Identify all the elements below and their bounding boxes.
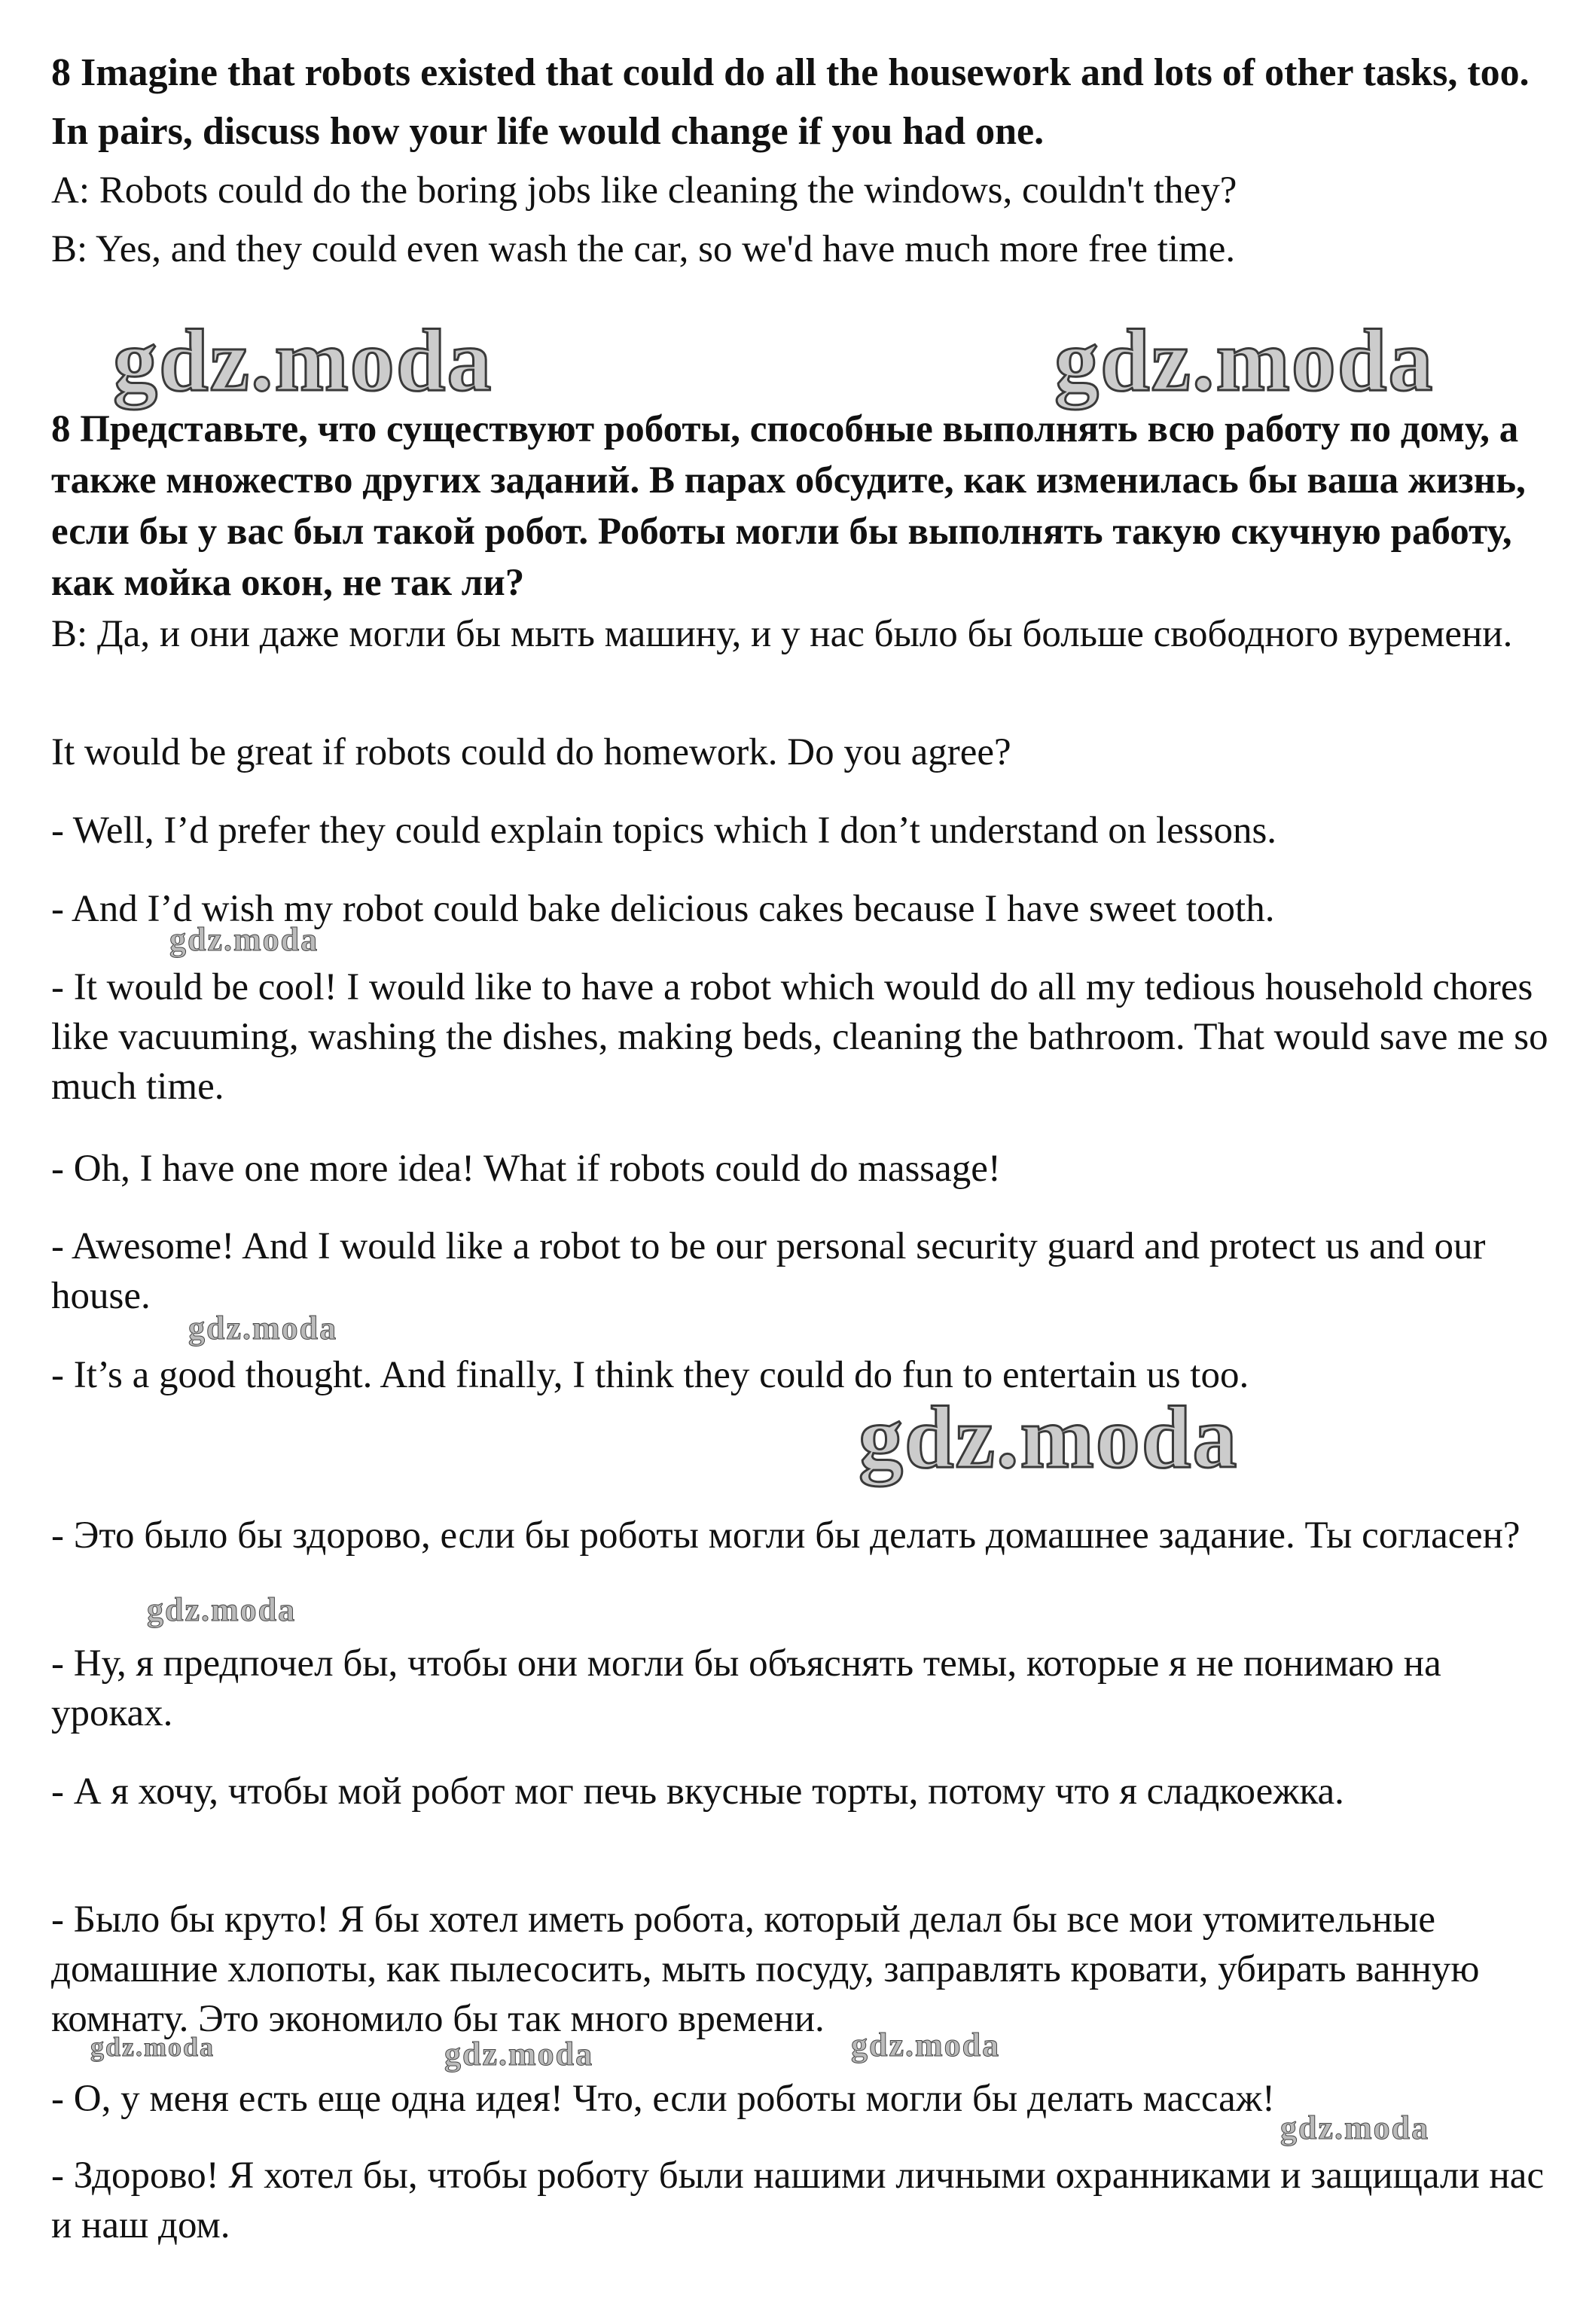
- watermark: gdz.moda: [113, 311, 493, 410]
- dialogue-ru-line-1: - Это было бы здорово, если бы роботы могли бы делать домашнее задание. Ты согласен?: [51, 1514, 1520, 1557]
- dialogue-en-line-7: - It’s a good thought. And finally, I think they could do fun to entertain us too.: [51, 1354, 1249, 1396]
- watermark: gdz.moda: [188, 1310, 338, 1347]
- task-en-block: [51, 44, 1553, 279]
- dialogue-ru-line-4: - Было бы круто! Я бы хотел иметь робота, который делал бы все мои утомительные домашние хлопоты, как пылесосить, мыть посуду, заправлять кровати, убирать ванную комнату. Это экономило бы так много времени.: [51, 1899, 1480, 2040]
- task-en-example-a: A: Robots could do the boring jobs like cleaning the windows, couldn't they?: [51, 169, 1237, 212]
- task-ru-block: [51, 404, 1553, 660]
- task-ru-example-b: B: Да, и они даже могли бы мыть машину, и у нас было бы больше свободного вуремени.: [51, 613, 1513, 655]
- watermark: gdz.moda: [90, 2032, 215, 2062]
- dialogue-ru-line-6: - Здорово! Я хотел бы, чтобы роботу были нашими личными охранниками и защищали нас и наш дом.: [51, 2155, 1545, 2246]
- dialogue-ru-line-5: - О, у меня есть еще одна идея! Что, если роботы могли бы делать массаж!: [51, 2078, 1275, 2120]
- dialogue-en-line-4: - It would be cool! I would like to have a robot which would do all my tedious household chores like vacuuming, washing the dishes, making beds, cleaning the bathroom. That would save me so much time.: [51, 966, 1548, 1108]
- watermark: gdz.moda: [1054, 311, 1435, 410]
- watermark: gdz.moda: [147, 1591, 297, 1628]
- dialogue-ru-line-3: - А я хочу, чтобы мой робот мог печь вкусные торты, потому что я сладкоежка.: [51, 1770, 1344, 1813]
- dialogue-en-line-6: - Awesome! And I would like a robot to be our personal security guard and protect us and our house.: [51, 1225, 1486, 1317]
- dialogue-ru-line-2: - Ну, я предпочел бы, чтобы они могли бы объяснять темы, которые я не понимаю на уроках.: [51, 1642, 1441, 1734]
- watermark: gdz.moda: [859, 1388, 1239, 1487]
- dialogue-en-line-1: It would be great if robots could do homework. Do you agree?: [51, 731, 1011, 773]
- watermark: gdz.moda: [851, 2027, 1001, 2063]
- task-ru-heading: 8 Представьте, что существуют роботы, способные выполнять всю работу по дому, а также множество других заданий. В парах обсудите, как изменилась бы ваша жизнь, если бы у вас был такой робот. Роботы могли бы выполнять такую скучную работу, как мойка окон, не так ли?: [51, 408, 1526, 604]
- watermark: gdz.moda: [444, 2036, 594, 2072]
- dialogue-en-line-2: - Well, I’d prefer they could explain topics which I don’t understand on lessons.: [51, 810, 1277, 852]
- dialogue-en-line-5: - Oh, I have one more idea! What if robots could do massage!: [51, 1148, 1001, 1190]
- dialogue-en-line-3: - And I’d wish my robot could bake delicious cakes because I have sweet tooth.: [51, 888, 1275, 930]
- task-en-heading: 8 Imagine that robots existed that could do all the housework and lots of other tasks, too. In pairs, discuss how your life would change if you had one.: [51, 51, 1530, 153]
- task-en-example-b: B: Yes, and they could even wash the car, so we'd have much more free time.: [51, 228, 1236, 270]
- watermark: gdz.moda: [1280, 2109, 1430, 2146]
- watermark: gdz.moda: [169, 921, 319, 958]
